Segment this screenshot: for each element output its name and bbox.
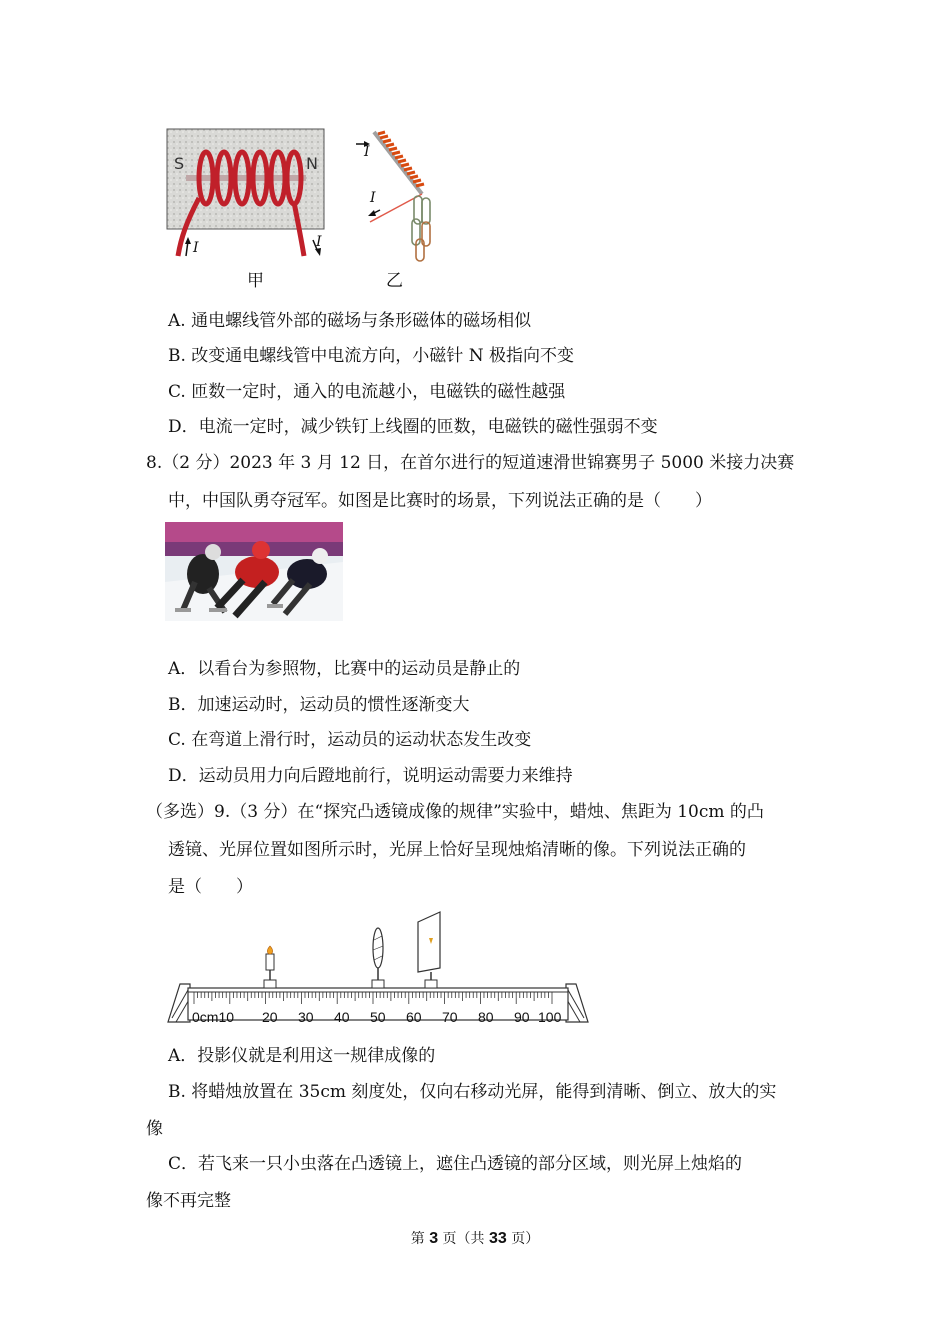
footer-page-number: 3 — [429, 1230, 439, 1247]
ruler-label: 30 — [298, 1009, 314, 1025]
solenoid-s-label: S — [174, 154, 185, 173]
q8-option-d: D．运动员用力向后蹬地前行，说明运动需要力来维持 — [168, 766, 573, 786]
q8-option-c: C. 在弯道上滑行时，运动员的运动状态发生改变 — [168, 730, 532, 750]
q7-option-a: A. 通电螺线管外部的磁场与条形磁体的磁场相似 — [168, 311, 532, 331]
q7-option-c: C. 匝数一定时，通入的电流越小，电磁铁的磁性越强 — [168, 382, 566, 402]
ruler-label: 80 — [478, 1009, 494, 1025]
q9-stem-line3: 是（ ） — [168, 877, 253, 897]
q9-stem-line2: 透镜、光屏位置如图所示时，光屏上恰好呈现烛焰清晰的像。下列说法正确的 — [168, 840, 746, 860]
q9-option-b-line2: 像 — [146, 1119, 163, 1139]
footer-mid: 页（共 — [438, 1231, 489, 1247]
figure-jia-caption: 甲 — [247, 271, 264, 291]
q9-option-c-line2: 像不再完整 — [146, 1191, 231, 1211]
solenoid-n-label: N — [306, 154, 318, 173]
q9-option-c-line1: C．若飞来一只小虫落在凸透镜上，遮住凸透镜的部分区域，则光屏上烛焰的 — [168, 1154, 743, 1174]
optical-bench-figure — [166, 910, 590, 1030]
q8-option-a: A．以看台为参照物，比赛中的运动员是静止的 — [168, 659, 521, 679]
q8-stem-line2: 中，中国队勇夺冠军。如图是比赛时的场景，下列说法正确的是（ ） — [168, 491, 712, 511]
ruler-label: 20 — [262, 1009, 278, 1025]
ruler-label: 40 — [334, 1009, 350, 1025]
q9-option-a: A．投影仪就是利用这一规律成像的 — [168, 1046, 436, 1066]
footer-prefix: 第 — [410, 1231, 430, 1247]
q7-option-d: D．电流一定时，减少铁钉上线圈的匝数，电磁铁的磁性强弱不变 — [168, 417, 658, 437]
q9-stem-line1: （多选）9.（3 分）在“探究凸透镜成像的规律”实验中，蜡烛、焦距为 10cm 的凸 — [146, 802, 764, 822]
current-label-right: I — [316, 234, 322, 250]
skating-photo — [165, 522, 343, 621]
ruler-label: 60 — [406, 1009, 422, 1025]
ruler-label: 70 — [442, 1009, 458, 1025]
figure-yi-caption: 乙 — [386, 271, 403, 291]
footer-total-pages: 33 — [489, 1230, 507, 1247]
current-label-left: I — [193, 240, 199, 256]
ruler-label: 100 — [538, 1009, 562, 1025]
q8-stem-line1: 8.（2 分）2023 年 3 月 12 日，在首尔进行的短道速滑世锦赛男子 5000 米接力决赛 — [146, 453, 795, 473]
q7-option-b: B. 改变通电螺线管中电流方向，小磁针 N 极指向不变 — [168, 346, 574, 366]
page-footer — [0, 1228, 950, 1248]
figure-solenoid — [166, 128, 326, 263]
figure-electromagnet — [352, 124, 442, 264]
q9-option-b-line1: B. 将蜡烛放置在 35cm 刻度处，仅向右移动光屏，能得到清晰、倒立、放大的实 — [168, 1082, 777, 1102]
q8-option-b: B．加速运动时，运动员的惯性逐渐变大 — [168, 695, 470, 715]
ruler-label: 90 — [514, 1009, 530, 1025]
ruler-label: 50 — [370, 1009, 386, 1025]
current-label-top: I — [364, 144, 370, 160]
current-label-wire: I — [370, 190, 376, 206]
footer-suffix: 页） — [506, 1231, 540, 1247]
ruler-label: 0cm10 — [192, 1009, 235, 1025]
